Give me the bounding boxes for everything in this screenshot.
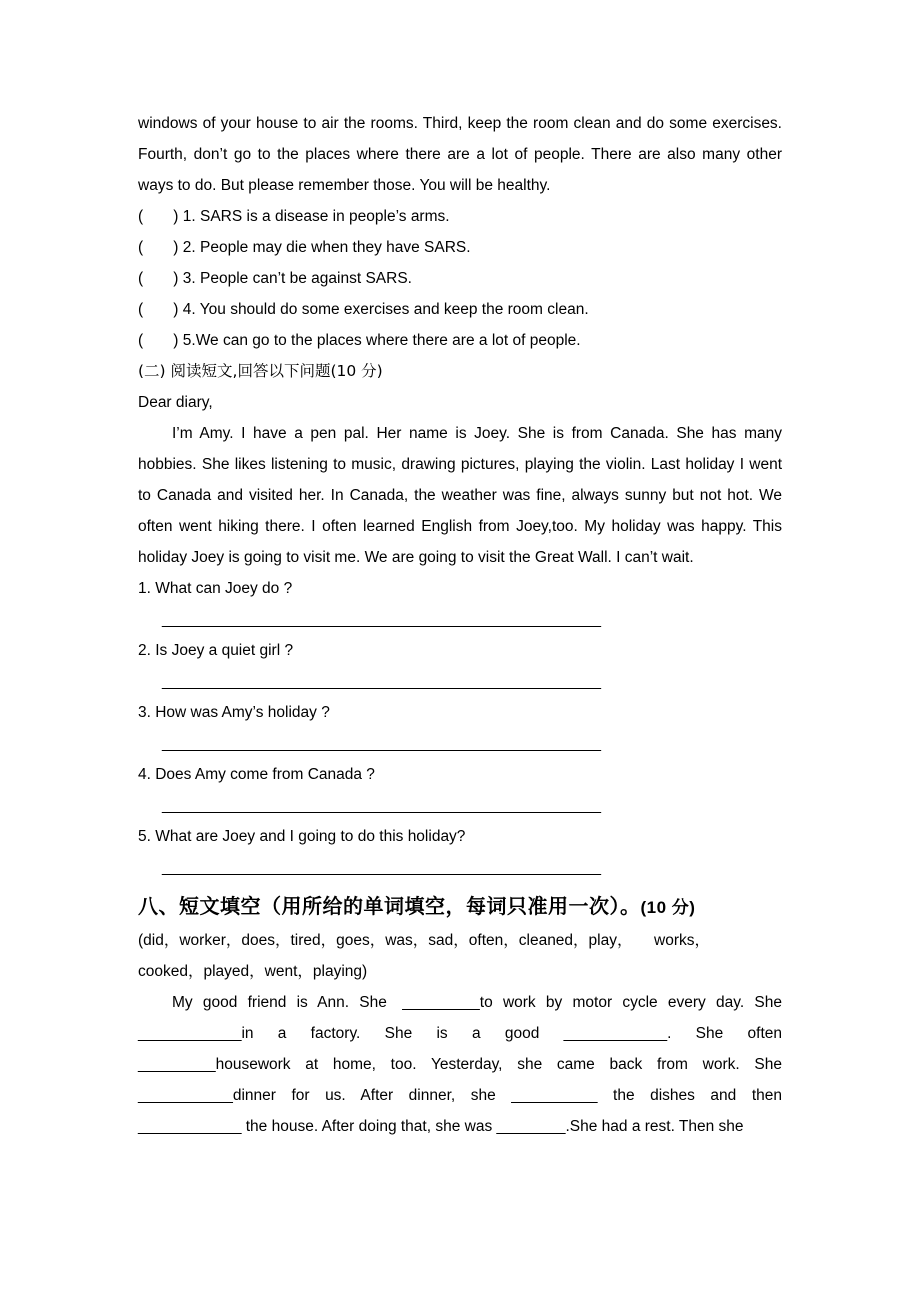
section-8-title: 八、短文填空（用所给的单词填空，每词只准用一次）。 [138,894,641,918]
true-false-item: ( ) 3. People can’t be against SARS. [138,270,412,287]
word-bank-line: (did，worker，does，tired，goes，was，sad，often，cleaned，play， works， [138,932,710,949]
answer-line[interactable]: ______________________________________________________ [162,611,601,628]
cloze-line: My good friend is Ann. She _________to work by motor cycle every day. She [172,994,782,1011]
reading-question: 2. Is Joey a quiet girl ? [138,642,294,659]
cloze-line: ___________dinner for us. After dinner, she __________ the dishes and then [138,1087,782,1104]
reading-part2-heading: (二) 阅读短文,回答以下问题(10 分) [138,362,383,380]
cloze-line: _________housework at home, too. Yesterday, she came back from work. She [138,1056,782,1073]
diary-salutation: Dear diary, [138,394,213,411]
true-false-item: ( ) 2. People may die when they have SARS. [138,239,471,256]
section-8-heading [138,889,782,925]
true-false-item: ( ) 1. SARS is a disease in people’s arms. [138,208,450,225]
answer-line[interactable]: ______________________________________________________ [162,797,601,814]
answer-line[interactable]: ______________________________________________________ [162,673,601,690]
answer-line[interactable]: ______________________________________________________ [162,735,601,752]
answer-line[interactable]: ______________________________________________________ [162,859,601,876]
passage-continuation-paragraph: windows of your house to air the rooms. Third, keep the room clean and do some exercises. Fourth, don’t go to the places where there are a lot of people. There are also many other ways to do. But please remember those. You will be healthy. [138,115,787,194]
word-bank-line: cooked，played，went，playing) [138,963,368,980]
reading-question: 3. How was Amy’s holiday ? [138,704,330,721]
true-false-item: ( ) 4. You should do some exercises and keep the room clean. [138,301,589,318]
reading-question: 4. Does Amy come from Canada ? [138,766,375,783]
reading-question: 1. What can Joey do ? [138,580,293,597]
reading-question: 5. What are Joey and I going to do this holiday? [138,828,466,845]
diary-body-paragraph: I’m Amy. I have a pen pal. Her name is Joey. She is from Canada. She has many hobbies. She likes listening to music, drawing pictures, playing the violin. Last holiday I went to Canada and visited her. In Canada, the weather was fine, always sunny but not hot. We often went hiking there. I often learned English from Joey,too. My holiday was happy. This holiday Joey is going to visit me. We are going to visit the Great Wall. I can’t wait. [138,425,787,566]
cloze-line: ____________ the house. After doing that, she was ________.She had a rest. Then she [138,1118,744,1135]
true-false-item: ( ) 5.We can go to the places where there are a lot of people. [138,332,581,349]
cloze-line: ____________in a factory. She is a good ____________. She often [138,1025,782,1042]
section-8-marks: (10 分) [640,898,696,917]
